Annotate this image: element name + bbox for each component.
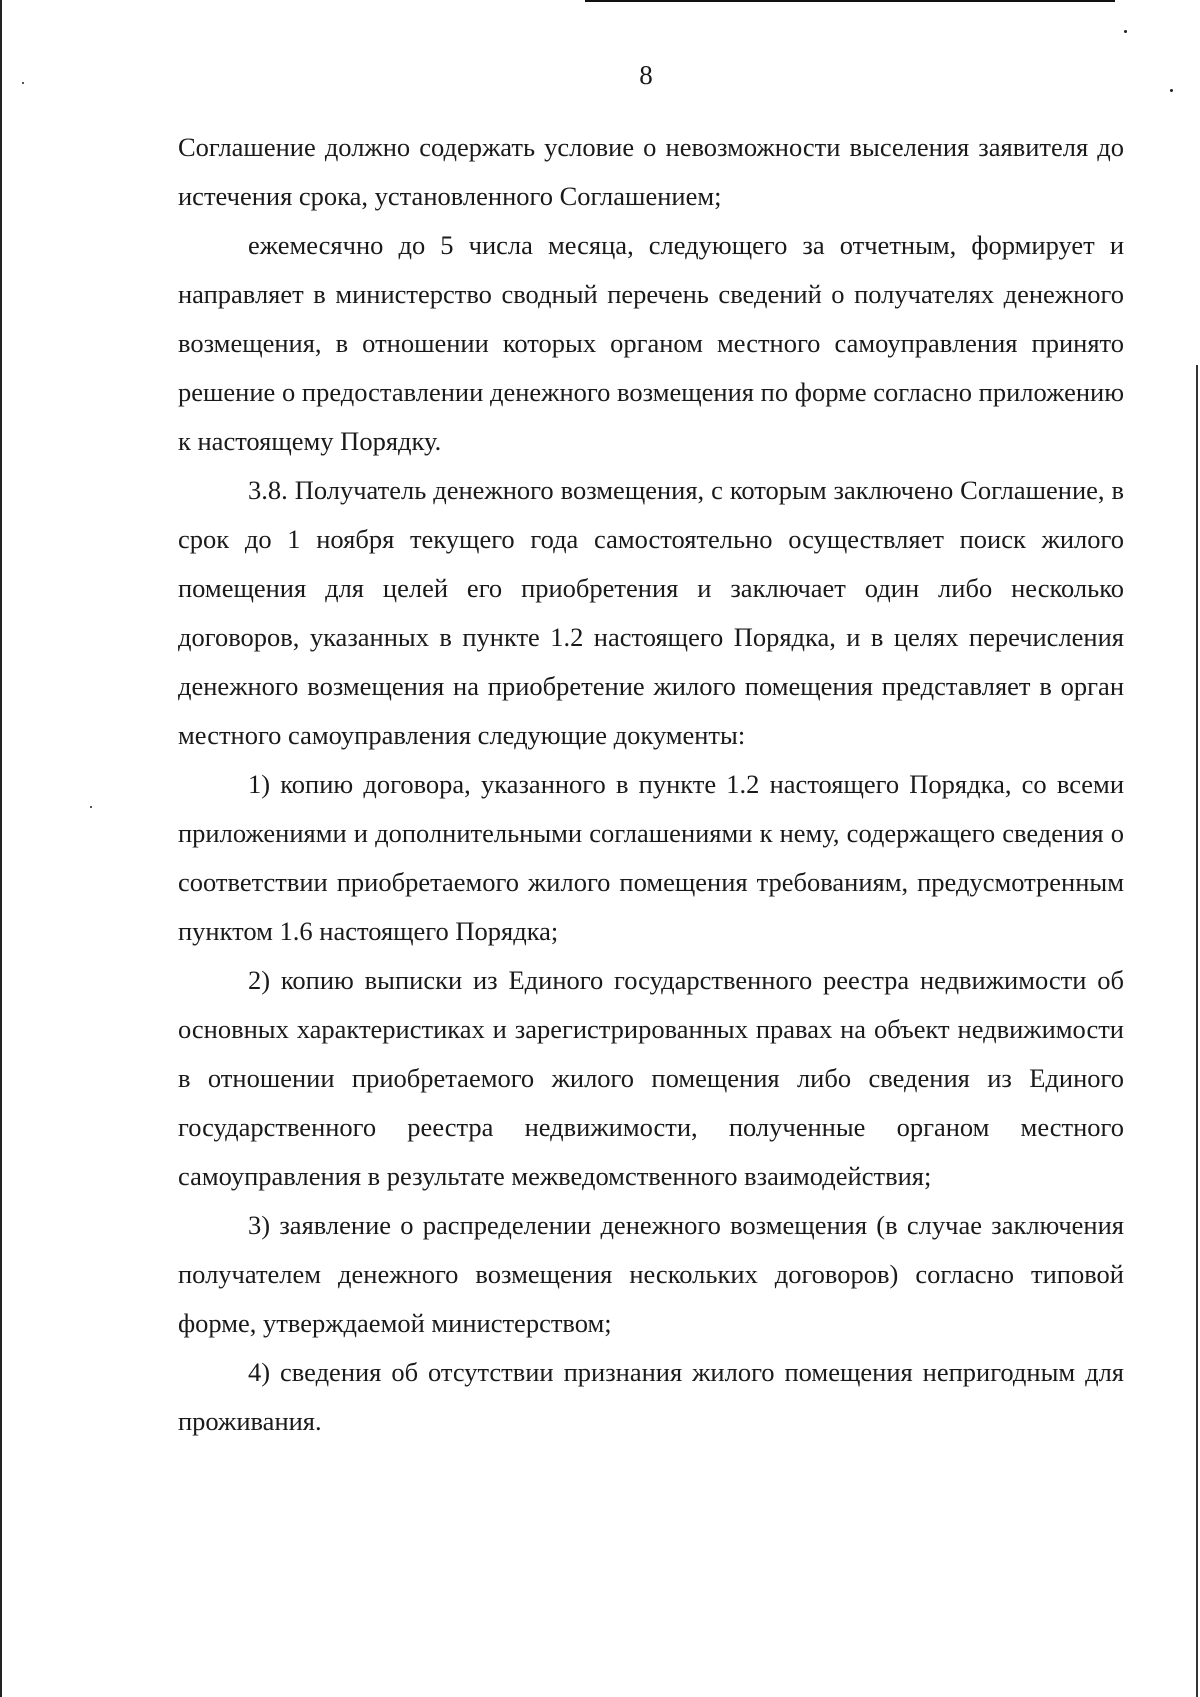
scan-border-left (0, 0, 2, 1697)
list-item-3: 3) заявление о распределении денежного возмещения (в случае заключения получателем денежного возмещения нескольких договоров) согласно типовой форме, утверждаемой министерством; (178, 1210, 1124, 1338)
scan-speck (1124, 30, 1127, 33)
page-number: 8 (639, 60, 653, 90)
scan-border-top (585, 0, 1115, 2)
scan-speck (90, 806, 92, 808)
scan-border-right (1196, 365, 1198, 1697)
list-item-2: 2) копию выписки из Единого государственного реестра недвижимости об основных характеристиках и зарегистрированных правах на объект недвижимости в отношении приобретаемого жилого помещения либо сведения из Единого государственного реестра недвижимости, полученные органом местного самоуправления в результате межведомственного взаимодействия; (178, 965, 1124, 1191)
list-item-1: 1) копию договора, указанного в пункте 1.2 настоящего Порядка, со всеми приложениями и дополнительными соглашениями к нему, содержащего сведения о соответствии приобретаемого жилого помещения требованиям, предусмотренным пунктом 1.6 настоящего Порядка; (178, 769, 1124, 946)
paragraph-agreement-condition: Соглашение должно содержать условие о невозможности выселения заявителя до истечения срока, установленного Соглашением; (178, 132, 1124, 211)
document-body (178, 123, 1124, 1446)
list-item-4: 4) сведения об отсутствии признания жилого помещения непригодным для проживания. (178, 1357, 1124, 1436)
paragraph-3-8: 3.8. Получатель денежного возмещения, с которым заключено Соглашение, в срок до 1 ноября текущего года самостоятельно осуществляет поиск жилого помещения для целей его приобретения и заключает один либо несколько договоров, указанных в пункте 1.2 настоящего Порядка, и в целях перечисления денежного возмещения на приобретение жилого помещения представляет в орган местного самоуправления следующие документы: (178, 475, 1124, 750)
paragraph-monthly-report: ежемесячно до 5 числа месяца, следующего за отчетным, формирует и направляет в министерство сводный перечень сведений о получателях денежного возмещения, в отношении которых органом местного самоуправления принято решение о предоставлении денежного возмещения по форме согласно приложению к настоящему Порядку. (178, 230, 1124, 456)
